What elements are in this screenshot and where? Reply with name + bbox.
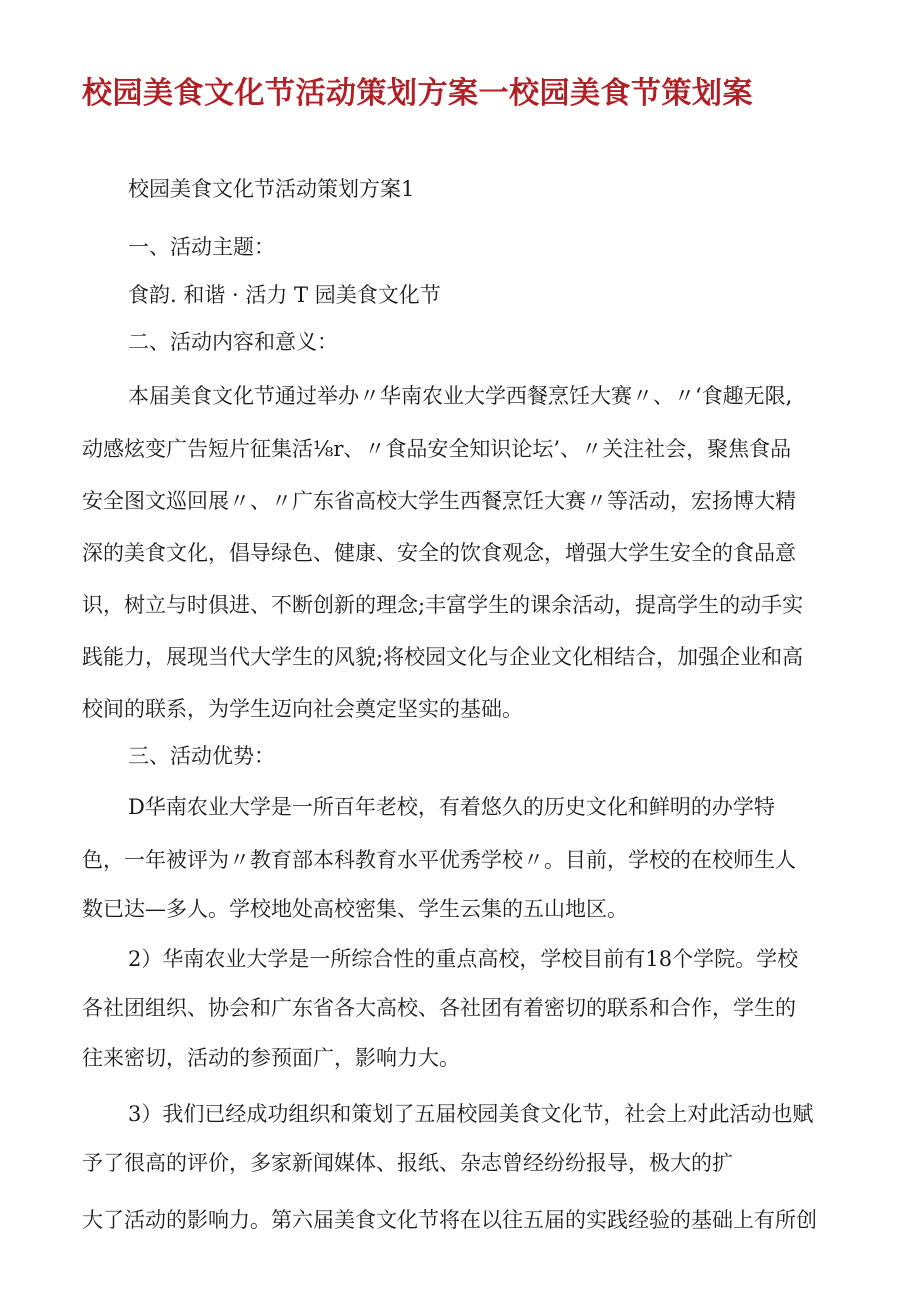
paragraph-line: 安全图文巡回展〃、〃广东省高校大学生西餐烹饪大赛〃等活动，宏扬博大精 [82,489,796,513]
paragraph-line: 数已达—多人。学校地处高校密集、学生云集的五山地区。 [82,897,628,921]
document-subtitle: 校园美食文化节活动策划方案1 [128,177,415,201]
paragraph-line: 色，一年被评为〃教育部本科教育水平优秀学校〃。目前，学校的在校师生人 [82,848,796,872]
paragraph-line: 本届美食文化节通过举办〃华南农业大学西餐烹饪大赛〃、〃‘食趣无限, [128,384,793,408]
paragraph-line: 往来密切，活动的参预面广，影响力大。 [82,1046,460,1070]
section-heading-theme: 一、活动主题： [128,235,275,259]
paragraph-line: 校间的联系，为学生迈向社会奠定坚实的基础。 [82,697,523,721]
paragraph-line: 识，树立与时俱进、不断创新的理念;丰富学生的课余活动，提高学生的动手实 [82,593,804,617]
paragraph-line: D华南农业大学是一所百年老校，有着悠久的历史文化和鲜明的办学特 [128,795,775,819]
paragraph-line: 深的美食文化，倡导绿色、健康、安全的饮食观念，增强大学生安全的食品意 [82,541,796,565]
paragraph-line: 动感炫变广告短片征集活⅛r、〃食品安全知识论坛’、〃关注社会，聚焦食品 [82,437,792,461]
theme-text: 食韵. 和谐 · 活力 T 园美食文化节 [128,283,441,307]
paragraph-line: 践能力，展现当代大学生的风貌;将校园文化与企业文化相结合，加强企业和高 [82,645,804,669]
paragraph-line: 2）华南农业大学是一所综合性的重点高校，学校目前有18个学院。学校 [128,947,799,971]
document-title: 校园美食文化节活动策划方案一校园美食节策划案 [82,76,753,111]
section-heading-advantages: 三、活动优势： [128,744,275,768]
paragraph-line: 3）我们已经成功组织和策划了五届校园美食文化节，社会上对此活动也赋 [128,1102,814,1126]
paragraph-line: 大了活动的影响力。第六届美食文化节将在以往五届的实践经验的基础上有所创 [82,1208,817,1232]
section-heading-content: 二、活动内容和意义： [128,330,338,354]
paragraph-line: 予了很高的评价，多家新闻媒体、报纸、杂志曾经纷纷报导，极大的扩 [82,1151,733,1175]
paragraph-line: 各社团组织、协会和广东省各大高校、各社团有着密切的联系和合作，学生的 [82,996,796,1020]
